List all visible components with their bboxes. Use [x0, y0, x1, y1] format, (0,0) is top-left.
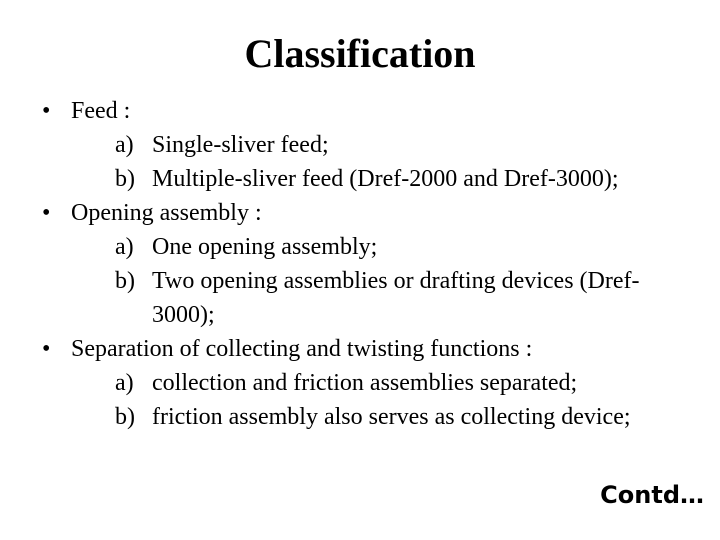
sub-item — [71, 230, 690, 264]
sub-list — [71, 366, 690, 434]
sub-marker: a) — [115, 234, 134, 260]
slide-title: Classification — [244, 31, 476, 76]
sub-marker: b) — [115, 404, 135, 430]
bullet-dot: • — [42, 336, 51, 362]
bullet-feed — [40, 94, 690, 196]
sub-list — [71, 128, 690, 196]
sub-marker: a) — [115, 132, 134, 158]
bullet-label: Opening assembly : — [71, 200, 262, 226]
sub-text: Single-sliver feed; — [152, 132, 329, 158]
sub-item — [71, 366, 690, 400]
sub-text: Multiple-sliver feed (Dref-2000 and Dref-3000); — [152, 166, 619, 192]
slide-body — [40, 94, 690, 434]
sub-item — [71, 264, 690, 332]
bullet-label: Feed : — [71, 98, 131, 124]
bullet-dot: • — [42, 200, 51, 226]
sub-item — [71, 162, 690, 196]
sub-text: friction assembly also serves as collecting device; — [152, 404, 631, 430]
sub-marker: b) — [115, 166, 135, 192]
sub-text: One opening assembly; — [152, 234, 378, 260]
bullet-dot: • — [42, 98, 51, 124]
sub-marker: b) — [115, 268, 135, 294]
sub-item — [71, 400, 690, 434]
bullet-separation — [40, 332, 690, 434]
sub-marker: a) — [115, 370, 134, 396]
sub-item — [71, 128, 690, 162]
sub-text: collection and friction assemblies separated; — [152, 370, 578, 396]
contd-label: Contd… — [600, 481, 704, 509]
sub-list — [71, 230, 690, 332]
sub-text: Two opening assemblies or drafting devices (Dref-3000); — [152, 268, 640, 328]
bullet-label: Separation of collecting and twisting functions : — [71, 336, 533, 362]
bullet-opening-assembly — [40, 196, 690, 332]
